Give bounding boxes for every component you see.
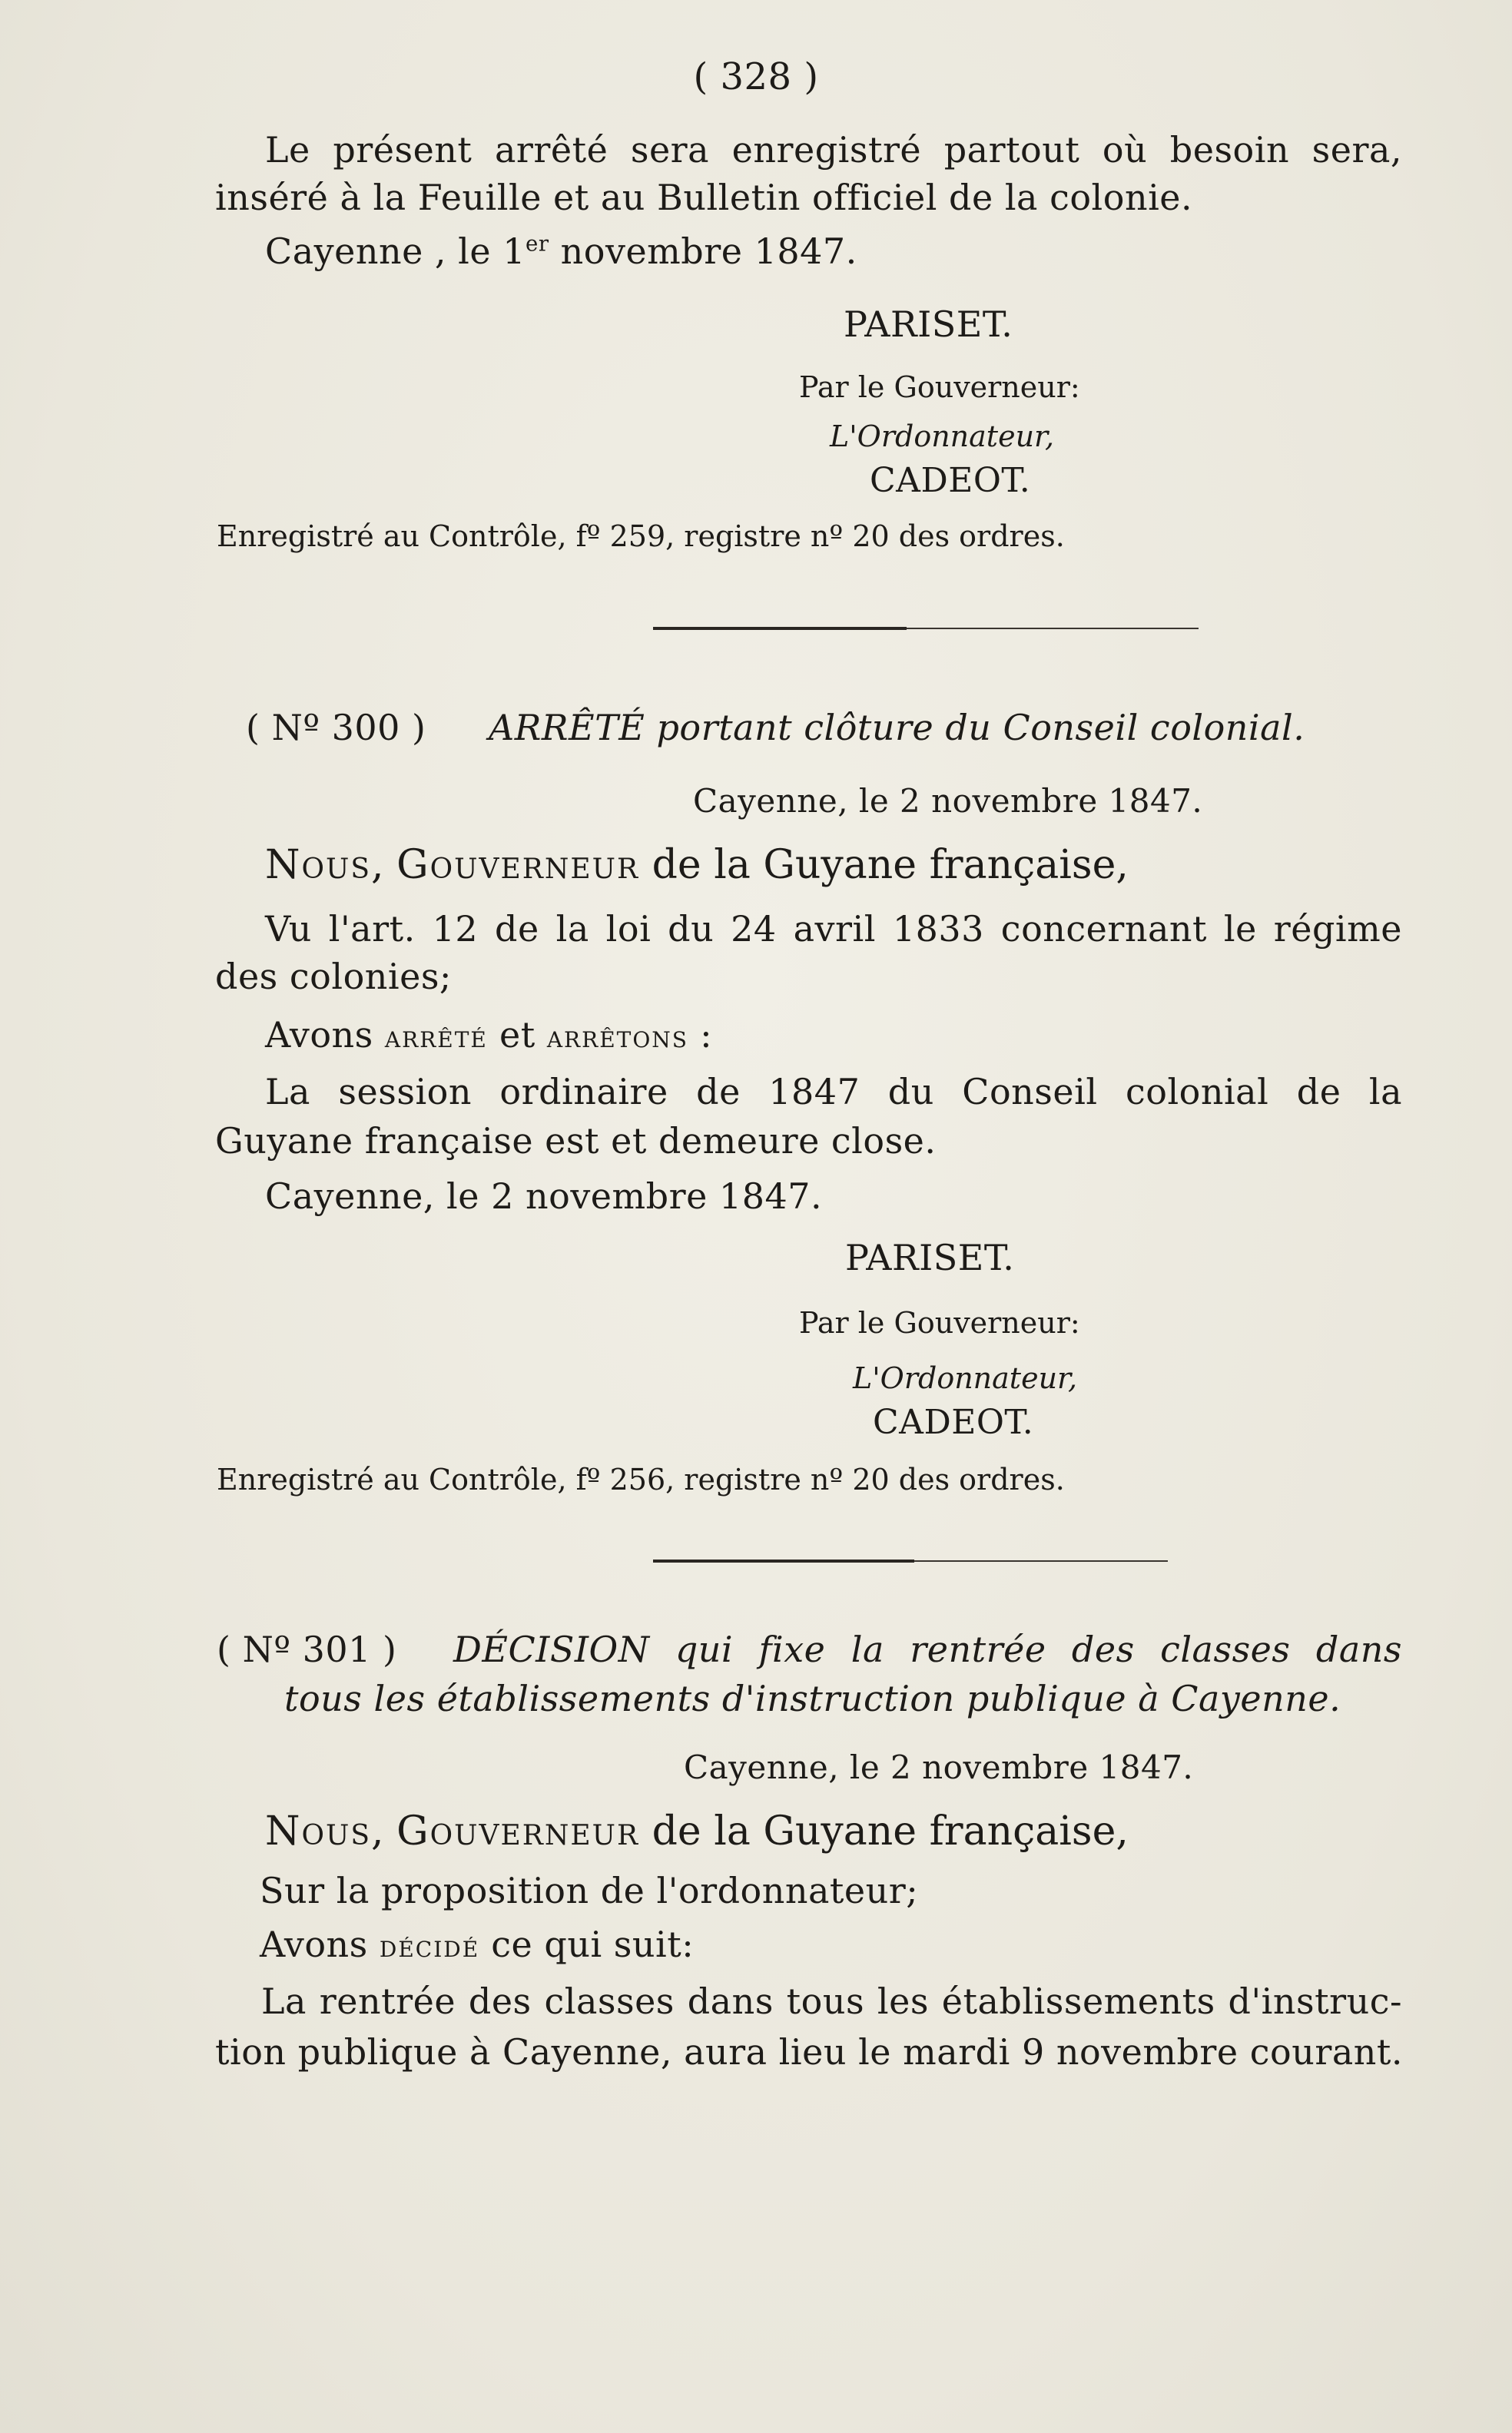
arrete-word: arrêté xyxy=(384,1019,488,1055)
section-rule xyxy=(653,627,907,630)
colon: : xyxy=(700,1014,713,1056)
date-suffix: novembre 1847. xyxy=(549,230,857,272)
body-line: Vu l'art. 12 de la loi du 24 avril 1833 concernant le régime xyxy=(265,908,1402,950)
avons-word: Avons xyxy=(260,1924,368,1965)
nous-word: Nous xyxy=(265,842,372,888)
ce-qui-suit: ce qui suit: xyxy=(491,1924,695,1965)
avons-word: Avons xyxy=(265,1014,373,1056)
body-line: Guyane française est et demeure close. xyxy=(215,1120,937,1162)
act-title: DÉCISION qui fixe la rentrée des classes dans xyxy=(453,1629,1402,1670)
ordonnateur-label: L'Ordonnateur, xyxy=(830,419,1055,453)
nous-gouverneur-line: Nous, Gouverneur de la Guyane française, xyxy=(265,842,1129,888)
body-line: inséré à la Feuille et au Bulletin officiel de la colonie. xyxy=(215,177,1193,218)
act-number: ( Nº 300 ) xyxy=(246,707,426,748)
date-line xyxy=(265,230,857,272)
section-rule xyxy=(914,1560,1168,1562)
registration-note: Enregistré au Contrôle, fº 256, registre nº 20 des ordres. xyxy=(217,1463,1065,1497)
par-le-gouverneur: Par le Gouverneur: xyxy=(799,370,1080,404)
gouverneur-word: Gouverneur xyxy=(396,842,640,888)
date-line: Cayenne, le 2 novembre 1847. xyxy=(265,1175,823,1217)
body-line: Le présent arrêté sera enregistré partout où besoin sera, xyxy=(265,129,1402,171)
ordonnateur-label: L'Ordonnateur, xyxy=(853,1361,1078,1395)
body-line: tion publique à Cayenne, aura lieu le mardi 9 novembre courant. xyxy=(215,2031,1403,2073)
body-line: La rentrée des classes dans tous les établissements d'instruc- xyxy=(261,1981,1402,2022)
registration-note: Enregistré au Contrôle, fº 259, registre nº 20 des ordres. xyxy=(217,519,1065,553)
date-prefix: Cayenne , le 1 xyxy=(265,230,526,272)
countersign: CADEOT. xyxy=(870,461,1031,500)
arretons-word: arrêtons xyxy=(546,1019,688,1055)
countersign: CADEOT. xyxy=(873,1403,1034,1442)
body-line: La session ordinaire de 1847 du Conseil colonial de la xyxy=(265,1071,1402,1112)
par-le-gouverneur: Par le Gouverneur: xyxy=(799,1306,1080,1340)
et-word: et xyxy=(499,1014,536,1056)
nous-rest: de la Guyane française, xyxy=(652,842,1129,888)
act-number: ( Nº 301 ) xyxy=(217,1629,397,1670)
nous-gouverneur-line: Nous, Gouverneur de la Guyane française, xyxy=(265,1808,1129,1855)
section-rule xyxy=(653,1560,914,1563)
page-number: ( 328 ) xyxy=(693,55,819,98)
signatory: PARISET. xyxy=(844,303,1013,345)
body-line: Sur la proposition de l'ordonnateur; xyxy=(260,1870,919,1911)
nous-rest: de la Guyane française, xyxy=(652,1808,1129,1855)
decide-word: décidé xyxy=(379,1929,480,1964)
body-line: des colonies; xyxy=(215,956,452,997)
act-title-continued: tous les établissements d'instruction publique à Cayenne. xyxy=(284,1678,1341,1719)
section-rule xyxy=(907,628,1199,629)
place-date: Cayenne, le 2 novembre 1847. xyxy=(693,782,1203,820)
gouverneur-word: Gouverneur xyxy=(396,1808,640,1855)
avons-line xyxy=(260,1924,694,1965)
nous-word: Nous xyxy=(265,1808,372,1855)
avons-line xyxy=(265,1014,712,1056)
place-date: Cayenne, le 2 novembre 1847. xyxy=(684,1749,1194,1786)
signatory: PARISET. xyxy=(845,1237,1015,1278)
act-title: ARRÊTÉ portant clôture du Conseil colonial. xyxy=(489,707,1305,748)
date-superscript: er xyxy=(526,230,549,257)
